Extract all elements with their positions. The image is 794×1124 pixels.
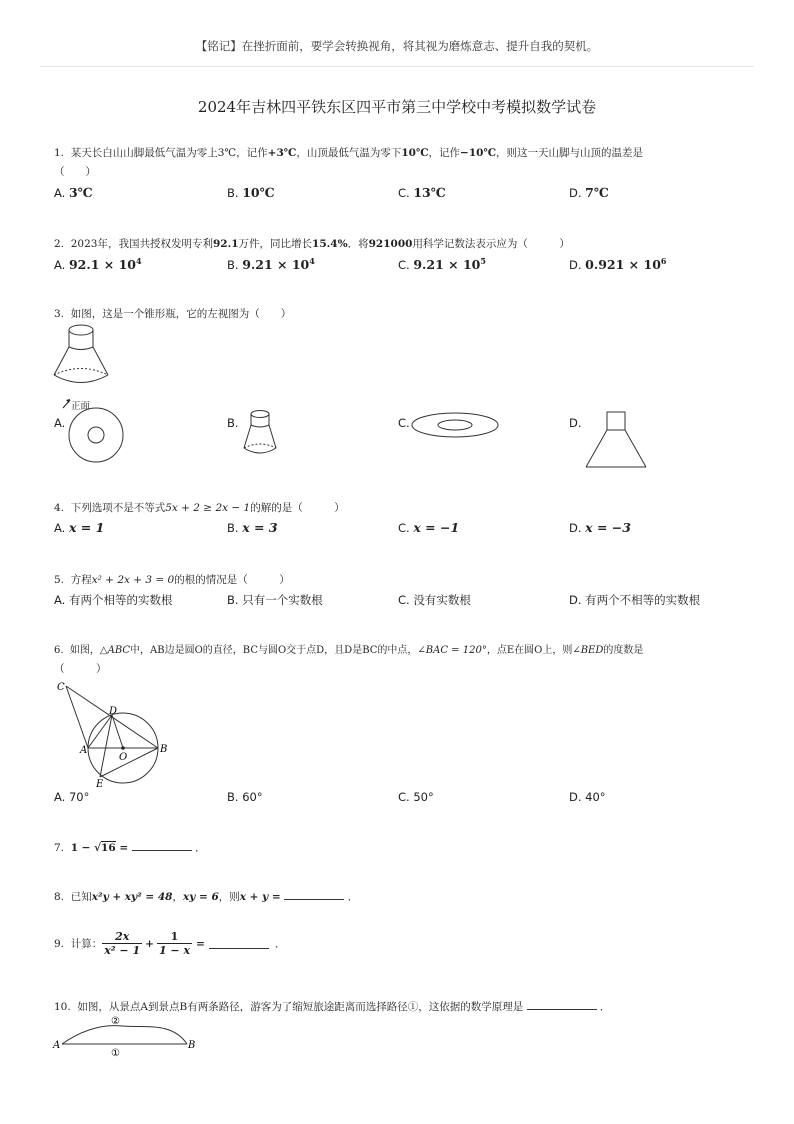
stem-text: 下列选项不是不等式	[70, 502, 166, 514]
option-label: D.	[569, 790, 582, 804]
stem-text: 的解的是（ ）	[250, 502, 345, 514]
answer-paren: （ ）	[54, 663, 107, 675]
option-d[interactable]	[569, 416, 582, 430]
exponent: 4	[309, 256, 315, 266]
end-mark: ．	[195, 842, 206, 854]
question-number: 1.	[54, 147, 65, 159]
exponent: 4	[136, 256, 142, 266]
math-expression: x² + 2x + 3 = 0	[91, 574, 175, 586]
stem-text: 已知	[70, 891, 92, 903]
option-a[interactable]	[54, 256, 142, 272]
label-path-1: ①	[111, 1048, 120, 1059]
equals-sign: =	[196, 937, 205, 950]
option-label: A.	[54, 521, 66, 535]
option-label: D.	[569, 257, 582, 272]
stem-text: 如图，这是一个锥形瓶，它的左视图为（ ）	[70, 308, 292, 320]
question-number: 6.	[54, 645, 64, 656]
question-number: 9.	[54, 937, 65, 950]
option-value: x = 1	[68, 520, 105, 535]
option-b[interactable]	[227, 520, 278, 535]
option-a[interactable]	[54, 416, 65, 430]
stem-text: ．将	[347, 238, 369, 250]
label-b: B	[188, 1040, 196, 1051]
circle-triangle-figure	[52, 676, 182, 791]
question-7-stem	[54, 840, 206, 855]
end-mark: ．	[347, 891, 359, 903]
option-a[interactable]	[54, 592, 172, 608]
stem-text: ，记作	[428, 147, 461, 159]
stem-text: 用科学记数法表示应为（ ）	[412, 238, 570, 250]
option-a[interactable]	[54, 790, 89, 804]
plus-sign: +	[145, 937, 154, 950]
option-value: 0.921 × 10	[585, 256, 661, 272]
option-a-figure	[66, 405, 126, 465]
question-5-stem	[54, 572, 290, 587]
option-d-figure	[584, 411, 648, 471]
math-expression: ∠BAC = 120°	[417, 645, 487, 656]
option-c[interactable]	[398, 592, 471, 608]
math-value: 92.1	[212, 238, 239, 250]
stem-text: 如图，从景点A到景点B有两条路径，游客为了缩短旅途距离而选择路径①，这依据的数学原理是	[77, 1001, 524, 1013]
question-number: 8.	[54, 891, 65, 903]
stem-text: 的度数是	[603, 645, 644, 656]
page-title: 2024年吉林四平铁东区四平市第三中学校中考模拟数学试卷	[197, 98, 597, 116]
option-b[interactable]	[227, 592, 323, 608]
option-value: 60°	[242, 790, 263, 804]
question-4-stem	[54, 500, 345, 515]
option-value: 10℃	[242, 185, 275, 200]
label-b: B	[160, 744, 168, 755]
label-c: C	[57, 682, 65, 693]
label-d: D	[109, 706, 118, 717]
question-number: 5.	[54, 574, 65, 586]
option-value: 没有实数根	[413, 593, 471, 607]
question-8-stem	[54, 889, 358, 904]
exponent: 5	[480, 256, 486, 266]
numerator: 1	[157, 930, 192, 944]
option-value: 13℃	[413, 185, 446, 200]
stem-text: ，	[172, 891, 183, 903]
stem-text: 某天长白山山脚最低气温为零上3℃，记作	[70, 147, 268, 159]
math-expression: 1 −	[70, 842, 95, 854]
stem-text: ，山顶最低气温为零下	[296, 147, 402, 159]
option-label: D.	[569, 416, 582, 430]
option-label: B.	[227, 186, 239, 200]
end-mark: ．	[274, 938, 286, 950]
option-label: B.	[227, 416, 239, 430]
option-label: C.	[398, 790, 410, 804]
header-divider	[40, 66, 754, 67]
answer-blank[interactable]	[132, 840, 192, 851]
math-value: −10℃	[460, 147, 497, 159]
option-label: D.	[569, 186, 582, 200]
option-a[interactable]	[54, 520, 104, 535]
sqrt-sign: √	[94, 842, 102, 854]
path-figure	[52, 1012, 202, 1060]
option-a[interactable]	[54, 185, 93, 200]
math-expression: 5x + 2 ≥ 2x − 1	[165, 502, 251, 514]
option-value: 只有一个实数根	[242, 593, 323, 607]
option-label: C.	[398, 416, 410, 430]
option-value: 7℃	[585, 185, 609, 200]
math-value: 15.4%	[312, 238, 348, 250]
option-d[interactable]	[569, 256, 666, 272]
math-expression: x + y =	[239, 891, 285, 903]
option-d[interactable]	[569, 592, 700, 608]
option-c[interactable]	[398, 185, 446, 200]
radicand: 16	[101, 842, 116, 854]
option-value: 3℃	[68, 185, 93, 200]
option-d[interactable]	[569, 520, 631, 535]
option-value: x = −1	[413, 520, 460, 535]
option-b[interactable]	[227, 185, 275, 200]
option-value: 92.1 × 10	[68, 256, 137, 272]
math-value: 921000	[368, 238, 413, 250]
option-label: B.	[227, 790, 239, 804]
option-c-figure	[410, 410, 500, 440]
denominator: x² − 1	[104, 944, 141, 957]
option-value: 9.21 × 10	[413, 256, 481, 272]
label-a: A	[53, 1040, 61, 1051]
option-c[interactable]	[398, 256, 486, 272]
option-label: A.	[54, 416, 66, 430]
label-a: A	[80, 745, 88, 756]
numerator: 2x	[102, 930, 142, 944]
option-label: C.	[398, 257, 410, 272]
question-3-stem	[54, 306, 291, 321]
option-label: C.	[398, 593, 410, 607]
answer-blank[interactable]	[284, 889, 344, 900]
math-value: 10℃	[401, 147, 429, 159]
option-value: 有两个相等的实数根	[68, 593, 173, 607]
stem-text: 的根的情况是（ ）	[174, 574, 290, 586]
stem-text: 万件，同比增长	[238, 238, 313, 250]
option-value: x = −3	[585, 520, 631, 535]
option-value: 40°	[585, 790, 606, 804]
answer-blank[interactable]	[527, 999, 597, 1010]
option-b[interactable]	[227, 790, 263, 804]
stem-text: 2023年，我国共授权发明专利	[70, 238, 213, 250]
question-number: 7.	[54, 842, 65, 854]
label-e: E	[96, 779, 104, 790]
math-expression: =	[115, 842, 132, 854]
option-value: 有两个不相等的实数根	[585, 593, 701, 607]
math-expression: △ABC	[99, 645, 131, 656]
option-b-figure	[240, 408, 280, 468]
stem-text: ，则	[218, 891, 240, 903]
question-1-stem	[54, 145, 643, 160]
option-value: 50°	[413, 790, 434, 804]
option-value: 70°	[68, 790, 90, 804]
stem-text: 如图，	[69, 645, 100, 656]
question-number: 3.	[54, 308, 65, 320]
stem-text: ，则这一天山脚与山顶的温差是	[496, 147, 644, 159]
option-label: B.	[227, 521, 239, 535]
header-motto: 【铭记】在挫折面前，要学会转换视角，将其视为磨炼意志、提升自我的契机。	[195, 39, 599, 53]
question-9-stem	[54, 930, 285, 957]
fraction-1	[102, 930, 142, 957]
answer-blank[interactable]	[209, 938, 269, 949]
math-value: +3℃	[267, 147, 297, 159]
option-label: A.	[54, 593, 66, 607]
question-2-stem	[54, 236, 570, 251]
option-label: B.	[227, 257, 239, 272]
option-label: A.	[54, 790, 66, 804]
denominator: 1 − x	[158, 944, 191, 957]
exponent: 6	[660, 256, 667, 266]
option-c[interactable]	[398, 520, 459, 535]
math-expression: ∠BED	[572, 645, 604, 656]
question-number: 10.	[54, 1001, 71, 1013]
math-expression: x²y + xy² = 48	[91, 891, 173, 903]
option-value: 9.21 × 10	[242, 256, 310, 272]
option-d[interactable]	[569, 185, 609, 200]
stem-text: ，点E在圆O上，则	[486, 645, 573, 656]
option-d[interactable]	[569, 790, 606, 804]
option-label: A.	[54, 257, 66, 272]
option-label: A.	[54, 186, 66, 200]
option-label: C.	[398, 521, 410, 535]
option-b[interactable]	[227, 416, 239, 430]
stem-text: 计算：	[70, 938, 103, 950]
front-label: 正面	[71, 401, 91, 412]
option-b[interactable]	[227, 256, 315, 272]
question-number: 2.	[54, 238, 65, 250]
option-c[interactable]	[398, 416, 410, 430]
option-value: x = 3	[242, 520, 278, 535]
question-number: 4.	[54, 502, 65, 514]
option-label: D.	[569, 593, 582, 607]
math-expression: xy = 6	[182, 891, 219, 903]
label-path-2: ②	[111, 1016, 120, 1027]
option-label: C.	[398, 186, 410, 200]
stem-text: 中，AB边是圆O的直径，BC与圆O交于点D，且D是BC的中点，	[130, 645, 418, 656]
stem-text: 方程	[70, 574, 92, 586]
option-c[interactable]	[398, 790, 434, 804]
label-o: O	[119, 752, 128, 763]
option-label: D.	[569, 521, 582, 535]
option-label: B.	[227, 593, 239, 607]
fraction-2	[157, 930, 192, 957]
answer-paren: （ ）	[54, 166, 96, 178]
question-6-stem	[54, 641, 643, 656]
end-mark: ．	[599, 1001, 611, 1013]
